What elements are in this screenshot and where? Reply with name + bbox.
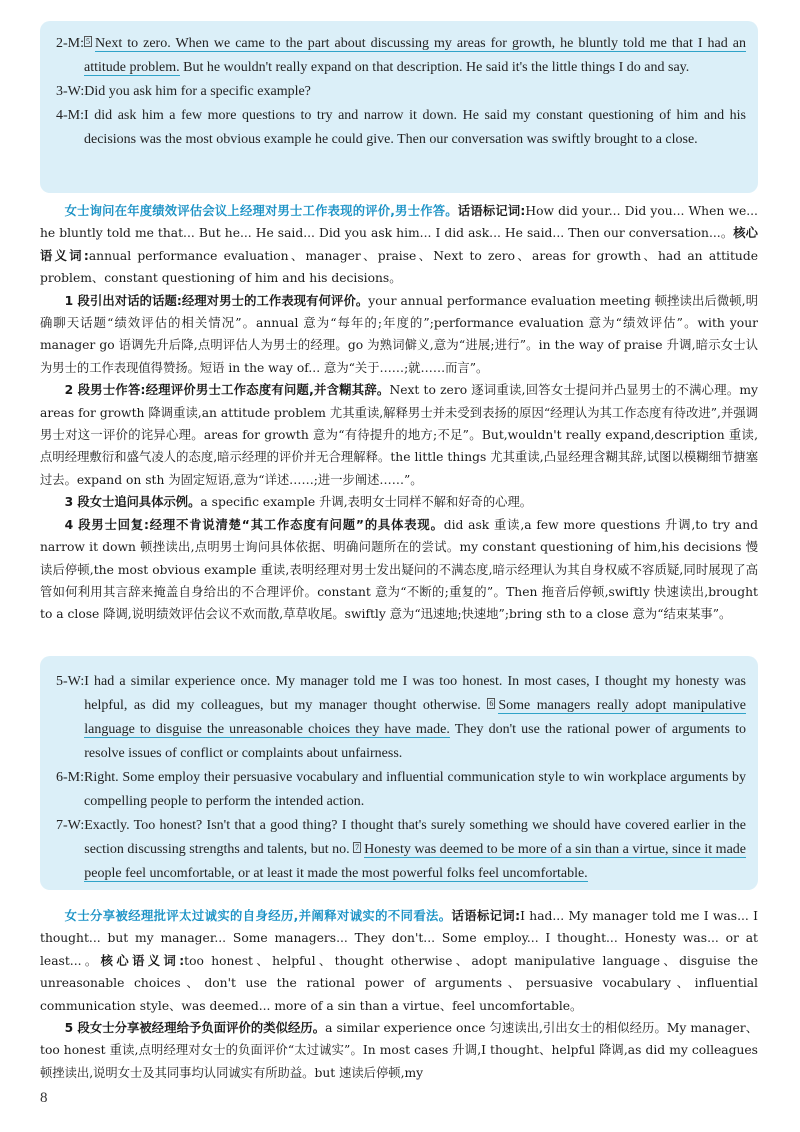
speaker-label: 4-M: [56,108,84,123]
dialogue-text [84,104,746,152]
analysis-intro [40,905,758,1017]
markers-label: 话语标记词: [457,204,526,218]
dialogue-text [84,80,746,104]
analysis-paragraph [40,1017,758,1084]
analysis-paragraph [40,514,758,626]
answer-highlight: Next to zero. When we came to the part about discussing my areas for growth, he bluntly told me that I had an attitude problem. [84,36,746,75]
dialogue-sentence: Did you ask him for a specific example? [84,84,311,99]
question-number-marker: 7 [355,843,360,852]
speaker-label: 5-W: [56,674,85,689]
analysis-lead: 女士分享被经理批评太过诚实的自身经历,并阐释对诚实的不同看法。 [64,909,452,923]
dialogue-turn [56,104,746,152]
dialogue-box-2 [40,656,758,890]
discourse-markers: I had... My manager told me I was... I thought... but my manager... Some managers... They don't... Some employ... I thought... Honesty was... or at least...。 [40,909,759,968]
dialogue-text [84,766,746,814]
vocab-label: 核心语义词: [40,226,758,263]
dialogue-text [84,814,746,886]
answer-highlight: Honesty was deemed to be more of a sin than a virtue, since it made people feel uncomfortable, or at least it made the most powerful folks feel uncomfortable. [84,842,746,881]
analysis-paragraph [40,379,758,491]
question-number-marker: 6 [489,699,494,708]
speaker-label: 2-M: [56,36,84,51]
analysis-lead: 女士询问在年度绩效评估会议上经理对男士工作表现的评价,男士作答。 [64,204,458,218]
analysis-section-1 [40,200,758,626]
paragraph-heading: 2 段男士作答:经理评价男士工作态度有问题,并含糊其辞。 [64,383,390,398]
dialogue-text [84,32,746,80]
answer-highlight: Some managers really adopt manipulative language to disguise the unreasonable choices they have made. [84,698,747,737]
dialogue-turn [56,766,746,814]
paragraph-heading: 1 段引出对话的话题:经理对男士的工作表现有何评价。 [64,293,369,308]
dialogue-turn [56,80,746,104]
dialogue-sentence: Exactly. Too honest? Isn't that a good thing? I thought that's surely something we should have covered earlier in the section discussing strengths and talents, but no. [84,818,746,857]
analysis-intro [40,200,758,290]
question-number-marker: 5 [86,37,90,46]
paragraph-body: your annual performance evaluation meeting 顿挫读出后微顿,明确聊天话题“绩效评估的相关情况”。annual 意为“每年的;年度的”;performance evaluation 意为“绩效评估”。with your manager go 语调先升后降,点明评估人为男士的经理。go 为熟词僻义,意为“进展;进行”。in the way of praise 升调,暗示女士认为男士的工作表现值得赞扬。短语 in the way of... 意为“关于……;就……而言”。 [40,293,758,375]
dialogue-text [84,670,746,766]
dialogue-sentence: I did ask him a few more questions to try and narrow it down. He said my constant questioning of him and his decisions was the most obvious example he could give. Then our conversation was swiftly brought to a close. [84,108,746,147]
paragraph-body: did ask 重读,a few more questions 升调,to try and narrow it down 顿挫读出,点明男士询问具体依据、明确问题所在的尝试。my constant questioning of him,his decisions 慢读后停顿,the most obvious example 重读,表明经理对男士发出疑问的不满态度,暗示经理认为其自身权威不容质疑,同时展现了高管如何利用其言辞来掩盖自身给出的不合理评价。constant 意为“不断的;重复的”。Then 拖音后停顿,swiftly 快速读出,brought to a close 降调,说明绩效评估会议不欢而散,草草收尾。swiftly 意为“迅速地;快速地”;bring sth to a close 意为“结束某事”。 [40,517,759,622]
analysis-section-2 [40,905,758,1084]
vocab-label: 核心语义词: [100,953,185,968]
dialogue-sentence: I had a similar experience once. My manager told me I was too honest. In most cases, I thought my honesty was helpful, as did my colleagues, but my manager thought otherwise. [84,674,746,713]
core-vocabulary: too honest、helpful、thought otherwise、adopt manipulative language、disguise the unreasonable choices、don't use the rational power of arguments、persuasive vocabulary、influential communication style、was deemed... more of a sin than a virtue、feel uncomfortable。 [40,953,759,1013]
discourse-markers: How did your... Did you... When we... he bluntly told me that... But he... He said... Did you ask him... I did ask... He said... Then our conversation...。 [40,204,758,241]
speaker-label: 6-M: [56,770,84,785]
paragraph-heading: 5 段女士分享被经理给予负面评价的类似经历。 [64,1021,326,1036]
paragraph-heading: 4 段男士回复:经理不肯说清楚“其工作态度有问题”的具体表现。 [64,517,444,532]
dialogue-sentence: Right. Some employ their persuasive vocabulary and influential communication style to win workplace arguments by compelling people to perform the intended action. [84,770,746,809]
dialogue-sentence: They don't use the rational power of arguments to resolve issues of conflict or complaints about unfairness. [84,722,746,761]
paragraph-body: a similar experience once 匀速读出,引出女士的相似经历。My manager、too honest 重读,点明经理对女士的负面评价“太过诚实”。In most cases 升调,I thought、helpful 降调,as did my colleagues 顿挫读出,说明女士及其同事均认同诚实有所助益。but 速读后停顿,my [40,1021,759,1080]
speaker-label: 7-W: [56,818,85,833]
dialogue-box-1 [40,21,758,193]
paragraph-heading: 3 段女士追问具体示例。 [64,495,201,510]
analysis-paragraph [40,290,758,380]
dialogue-sentence: But he wouldn't really expand on that description. He said it's the little things I do and say. [179,60,690,75]
speaker-label: 3-W: [56,84,85,99]
core-vocabulary: annual performance evaluation、manager、praise、Next to zero、areas for growth、had an attitude problem、constant questioning of him and his decisions。 [40,248,758,286]
paragraph-body: Next to zero 逐词重读,回答女士提问并凸显男士的不满心理。my areas for growth 降调重读,an attitude problem 尤其重读,解释男士并未受到表扬的原因“经理认为其工作态度有待改进”,并强调男士对这一评价的诧异心理。areas for growth 意为“有待提升的地方;不足”。But,wouldn't really expand,description 重读,点明经理敷衍和盛气凌人的态度,暗示经理的评价并无合理解释。the little things 尤其重读,凸显经理含糊其辞,试图以模糊细节搪塞过去。expand on sth 为固定短语,意为“详述……;进一步阐述……”。 [40,383,758,487]
markers-label: 话语标记词: [451,909,521,923]
page-number: 8 [40,1090,48,1106]
dialogue-turn [56,670,746,766]
dialogue-turn [56,814,746,886]
paragraph-body: a specific example 升调,表明女士同样不解和好奇的心理。 [200,495,533,510]
dialogue-turn [56,32,746,80]
analysis-paragraph [40,491,758,513]
